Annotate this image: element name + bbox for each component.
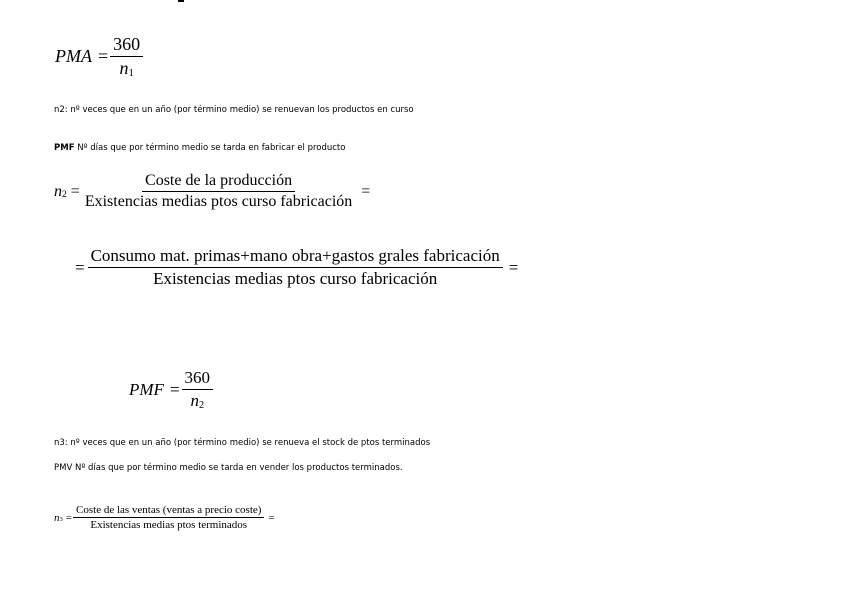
pmf-description — [54, 143, 345, 153]
n2b-numerator: Consumo mat. primas+mano obra+gastos grales fabricación — [88, 246, 503, 268]
formula-n2 — [54, 172, 370, 211]
top-edge-mark — [178, 0, 184, 2]
n3-equals: = — [65, 511, 73, 524]
n2b-fraction — [88, 246, 503, 289]
pmf-text: Nº días que por término medio se tarda en fabricar el producto — [74, 143, 346, 153]
pma-fraction — [110, 34, 143, 79]
pma-numerator: 360 — [110, 34, 143, 57]
n2-denominator: Existencias medias ptos curso fabricación — [84, 193, 353, 210]
pma-denominator: n1 — [119, 58, 134, 79]
formula-pmf — [129, 368, 213, 411]
n2b-denominator: Existencias medias ptos curso fabricación — [153, 269, 438, 288]
n2b-trailing-equals: = — [508, 257, 519, 277]
n3-fraction — [73, 504, 264, 531]
pmf-denominator: n2 — [190, 391, 205, 411]
pmf-fraction — [182, 368, 214, 411]
n2-trailing-equals: = — [361, 182, 371, 200]
n2b-equals: = — [75, 257, 85, 277]
n2-lhs: n2 — [54, 182, 67, 200]
formula-n2-expanded — [75, 246, 518, 289]
n2-numerator: Coste de la producción — [142, 172, 295, 192]
pmv-description: PMV Nº días que por término medio se tarda en vender los productos terminados. — [54, 463, 403, 473]
n3-numerator: Coste de las ventas (ventas a precio coste) — [73, 504, 264, 518]
n3-denominator: Existencias medias ptos terminados — [90, 519, 248, 531]
n3-description: n3: nº veces que en un año (por término medio) se renueva el stock de ptos terminados — [54, 438, 431, 448]
n3-trailing-equals: = — [268, 511, 275, 524]
formula-pma — [55, 34, 143, 79]
pmf-label: PMF — [54, 143, 75, 153]
formula-n3 — [54, 504, 275, 531]
pmf-lhs: PMF — [129, 379, 164, 399]
n2-fraction — [82, 172, 355, 211]
n2-equals: = — [70, 182, 80, 200]
n2-description: n2: nº veces que en un año (por término medio) se renuevan los productos en curso — [54, 105, 414, 115]
pmf-numerator: 360 — [182, 368, 214, 390]
n3-lhs: n3 — [54, 511, 63, 524]
pmf-equals: = — [169, 379, 180, 399]
pma-equals: = — [97, 46, 109, 66]
pma-lhs: PMA — [55, 46, 92, 66]
